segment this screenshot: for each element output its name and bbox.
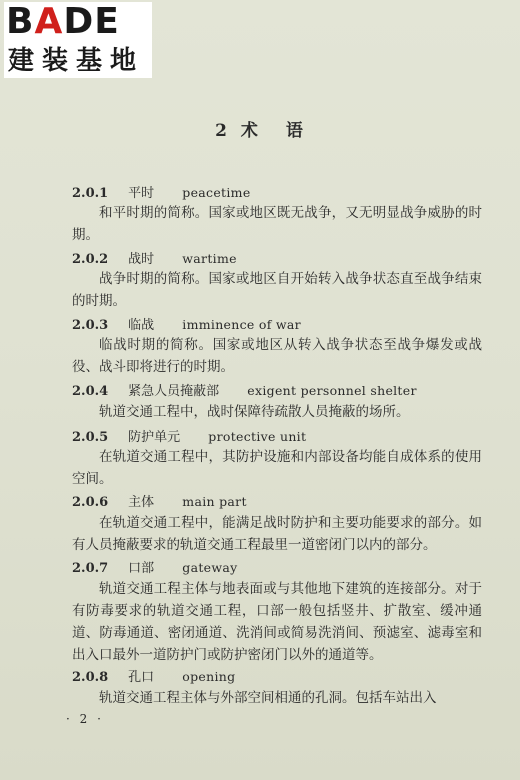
term-entry xyxy=(72,380,417,399)
term-entry xyxy=(72,491,247,510)
term-number: 2.0.7 xyxy=(72,561,109,576)
term-number: 2.0.6 xyxy=(72,495,109,510)
term-number: 2.0.8 xyxy=(72,670,109,685)
term-number: 2.0.4 xyxy=(72,384,109,399)
term-chinese: 平时 xyxy=(128,186,155,201)
term-definition: 轨道交通工程主体与外部空间相通的孔洞。包括车站出入 xyxy=(99,690,437,706)
logo-subtitle: 建装基地 xyxy=(8,46,145,76)
section-number: 2 xyxy=(215,121,229,141)
term-entry xyxy=(72,666,235,685)
term-definition: 临战时期的简称。国家或地区从转入战争状态至战争爆发或战役、战斗即将进行的时期。 xyxy=(72,337,482,375)
page-number: · 2 · xyxy=(66,712,104,726)
term-entry xyxy=(72,557,238,576)
term-english: opening xyxy=(182,669,236,684)
term-chinese: 口部 xyxy=(128,561,155,576)
term-english: exigent personnel shelter xyxy=(247,383,417,398)
section-title-char-2: 语 xyxy=(285,121,305,141)
term-english: main part xyxy=(182,494,247,509)
term-chinese: 防护单元 xyxy=(128,430,181,445)
term-entry xyxy=(72,182,251,201)
term-english: wartime xyxy=(182,251,237,266)
section-heading xyxy=(0,116,520,141)
term-english: protective unit xyxy=(208,429,307,444)
term-chinese: 临战 xyxy=(128,318,155,333)
term-number: 2.0.5 xyxy=(72,430,109,445)
logo-wordmark: BADE xyxy=(6,1,120,42)
term-chinese: 紧急人员掩蔽部 xyxy=(128,384,220,399)
term-english: gateway xyxy=(182,560,238,575)
term-entry xyxy=(72,314,301,333)
term-chinese: 孔口 xyxy=(128,670,155,685)
bade-logo xyxy=(4,2,152,78)
term-english: imminence of war xyxy=(182,317,301,332)
term-definition: 和平时期的简称。国家或地区既无战争，又无明显战争威胁的时期。 xyxy=(72,205,482,243)
term-number: 2.0.1 xyxy=(72,186,109,201)
term-definition: 轨道交通工程主体与地表面或与其他地下建筑的连接部分。对于有防毒要求的轨道交通工程，口部一般包括竖井、扩散室、缓冲通道、防毒通道、密闭通道、洗消间或简易洗消间、预滤室、滤毒室和出入口最外一道防护门或防护密闭门以外的通道等。 xyxy=(72,581,482,663)
term-definition: 战争时期的简称。国家或地区自开始转入战争状态直至战争结束的时期。 xyxy=(72,271,482,309)
term-english: peacetime xyxy=(182,185,251,200)
term-definition: 轨道交通工程中，战时保障待疏散人员掩蔽的场所。 xyxy=(99,404,410,420)
term-entry xyxy=(72,248,237,267)
term-number: 2.0.2 xyxy=(72,252,109,267)
term-chinese: 主体 xyxy=(128,495,155,510)
term-definition: 在轨道交通工程中，能满足战时防护和主要功能要求的部分。如有人员掩蔽要求的轨道交通工程最里一道密闭门以内的部分。 xyxy=(72,515,482,553)
term-chinese: 战时 xyxy=(128,252,155,267)
term-definition: 在轨道交通工程中，其防护设施和内部设备均能自成体系的使用空间。 xyxy=(72,449,482,487)
term-number: 2.0.3 xyxy=(72,318,109,333)
term-entry xyxy=(72,426,306,445)
section-title-char-1: 术 xyxy=(240,121,260,141)
